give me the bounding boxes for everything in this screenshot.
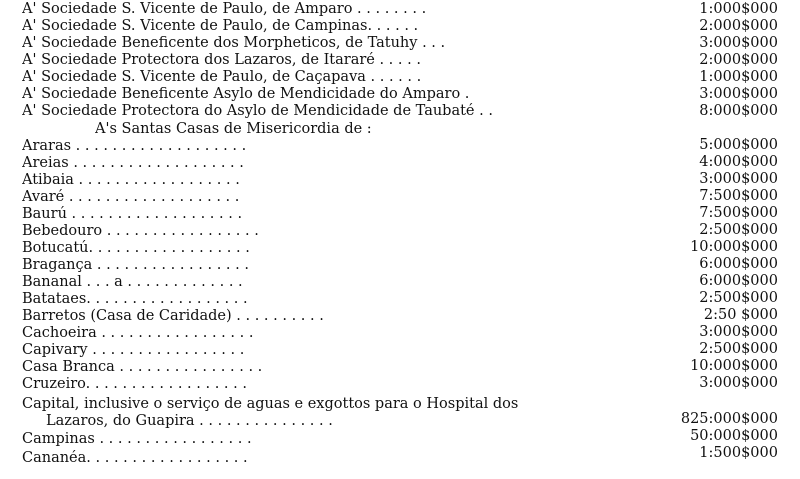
dot-leader: . . . . . . . . . . . . . . . . .: [87, 342, 245, 358]
entry-amount: 50:000$000: [690, 428, 778, 444]
dot-leader: . . . . . . . . . . . . . . . . . . .: [71, 138, 247, 154]
list-item: [22, 450, 562, 467]
dot-leader: . . . . . . . . . . . . . . . . . .: [85, 376, 247, 392]
list-item: [22, 240, 562, 257]
entry-amount: 3:000$000: [699, 35, 778, 51]
entry-label: Areias: [22, 155, 69, 171]
list-item: [22, 359, 562, 376]
entry-amount: 6:000$000: [699, 273, 778, 289]
entry-label: Campinas: [22, 431, 95, 447]
list-item: [22, 325, 562, 342]
entry-amount: 2:50 $000: [703, 307, 778, 323]
dot-leader: .: [460, 86, 470, 102]
entry-label: A' Sociedade S. Vicente de Paulo, de Amparo: [22, 1, 353, 17]
entry-amount: 2:000$000: [699, 52, 778, 68]
entry-amount: 7:500$000: [699, 188, 778, 204]
dot-leader: . . . . . . . . . . . . . . . . .: [102, 223, 259, 239]
list-item: [22, 206, 562, 223]
entry-label: Casa Branca: [22, 359, 115, 375]
dot-leader: . . . . . . . . . . . . . . . . . . .: [64, 189, 240, 205]
list-item: [22, 274, 562, 291]
entry-amount: 8:000$000: [699, 103, 778, 119]
sociedade-row: [22, 86, 562, 103]
entry-label: Lazaros, do Guapira: [46, 413, 195, 429]
entry-amount: 825:000$000: [680, 411, 778, 427]
entry-label: A' Sociedade Protectora do Asylo de Mendicidade de Taubaté: [22, 103, 475, 119]
dot-leader: . . . . . . . . . . . . . . . . . .: [86, 291, 248, 307]
entry-amount: 2:500$000: [699, 341, 778, 357]
entry-amount: 2:500$000: [699, 290, 778, 306]
list-item: [22, 257, 562, 274]
dot-leader: . . . a . . . . . . . . . . . . .: [81, 274, 243, 290]
dot-leader: . . . . .: [374, 52, 421, 68]
dot-leader: . . . . . . . . . . . . . . . . . .: [86, 450, 248, 466]
entry-amount: 3:000$000: [699, 86, 778, 102]
list-item: [22, 223, 562, 240]
sociedade-row: [22, 18, 562, 35]
entry-amount: 7:500$000: [699, 205, 778, 221]
entry-amount: 3:000$000: [699, 375, 778, 391]
dot-leader: . . . . . . . . . . . . . . . . .: [92, 257, 249, 273]
entry-amount: 2:000$000: [699, 18, 778, 34]
entry-label: Bebedouro: [22, 223, 103, 239]
entry-label: Capivary: [22, 342, 88, 358]
list-item: [22, 189, 562, 206]
list-item: [22, 431, 562, 448]
capital-line-2: [46, 413, 586, 430]
list-item: [22, 138, 562, 155]
sociedade-row: [22, 1, 562, 18]
entry-amount: 5:000$000: [699, 137, 778, 153]
list-item: [22, 155, 562, 172]
dot-leader: . . . . . . . . . . . . . . .: [194, 413, 333, 429]
entry-label: Botucatú: [22, 240, 89, 256]
entry-label: Cachoeira: [22, 325, 97, 341]
sociedade-row: [22, 35, 562, 52]
sociedade-row: [22, 52, 562, 69]
entry-amount: 2:500$000: [699, 222, 778, 238]
dot-leader: . . . . . . . . . . . . . . . . . .: [73, 172, 240, 188]
dot-leader: . . . . . . . . . . . . . . . .: [114, 359, 263, 375]
entry-label: A' Sociedade Beneficente dos Morpheticos, de Tatuhy: [22, 35, 418, 51]
list-item: [22, 172, 562, 189]
dot-leader: . . . . . .: [367, 18, 419, 34]
entry-label: Bananal: [22, 274, 82, 290]
entry-label: A' Sociedade S. Vicente de Paulo, de Caçapava: [22, 69, 366, 85]
dot-leader: . . . . . . . .: [352, 1, 427, 17]
entry-label: Barretos (Casa de Caridade): [22, 308, 232, 324]
dot-leader: . . .: [417, 35, 446, 51]
dot-leader: . .: [474, 103, 493, 119]
entry-amount: 1:000$000: [699, 69, 778, 85]
entry-label: A' Sociedade S. Vicente de Paulo, de Campinas: [22, 18, 368, 34]
entry-label: Bragança: [22, 257, 93, 273]
dot-leader: . . . . . . . . . . . . . . . . . . .: [68, 155, 244, 171]
list-item: [22, 291, 562, 308]
list-item: [22, 376, 562, 393]
dot-leader: . . . . . . . . . . . . . . . . . . .: [66, 206, 243, 222]
list-item: [22, 342, 562, 359]
entry-amount: 3:000$000: [699, 171, 778, 187]
entry-label: Araras: [22, 138, 72, 154]
dot-leader: . . . . . . . . . . . . . . . . .: [96, 325, 254, 341]
dot-leader: . . . . . . . . . . . . . . . . .: [94, 431, 252, 447]
entry-amount: 6:000$000: [699, 256, 778, 272]
entry-label: Atibaia: [22, 172, 74, 188]
entry-amount: 10:000$000: [690, 358, 778, 374]
entry-amount: 1:500$000: [699, 445, 778, 461]
capital-line-1: Capital, inclusive o serviço de aguas e exgottos para o Hospital dos: [22, 396, 519, 412]
entry-amount: 10:000$000: [690, 239, 778, 255]
entry-amount: 1:000$000: [699, 1, 778, 17]
entry-amount: 4:000$000: [699, 154, 778, 170]
entry-label: Batataes: [22, 291, 87, 307]
entry-label: Cruzeiro: [22, 376, 86, 392]
entry-label: A' Sociedade Beneficente Asylo de Mendicidade do Amparo: [22, 86, 461, 102]
sociedade-row: [22, 69, 562, 86]
entry-label: A' Sociedade Protectora dos Lazaros, de Itararé: [22, 52, 375, 68]
sociedade-row: [22, 103, 562, 120]
entry-amount: 3:000$000: [699, 324, 778, 340]
entry-label: Baurú: [22, 206, 67, 222]
dot-leader: . . . . . . . . . . . . . . . . . .: [88, 240, 250, 256]
dot-leader: . . . . . .: [365, 69, 422, 85]
section-heading: A's Santas Casas de Misericordia de :: [95, 121, 372, 137]
dot-leader: . . . . . . . . . .: [231, 308, 324, 324]
entry-label: Avaré: [22, 189, 65, 205]
entry-label: Cananéa: [22, 450, 87, 466]
list-item: [22, 308, 562, 325]
